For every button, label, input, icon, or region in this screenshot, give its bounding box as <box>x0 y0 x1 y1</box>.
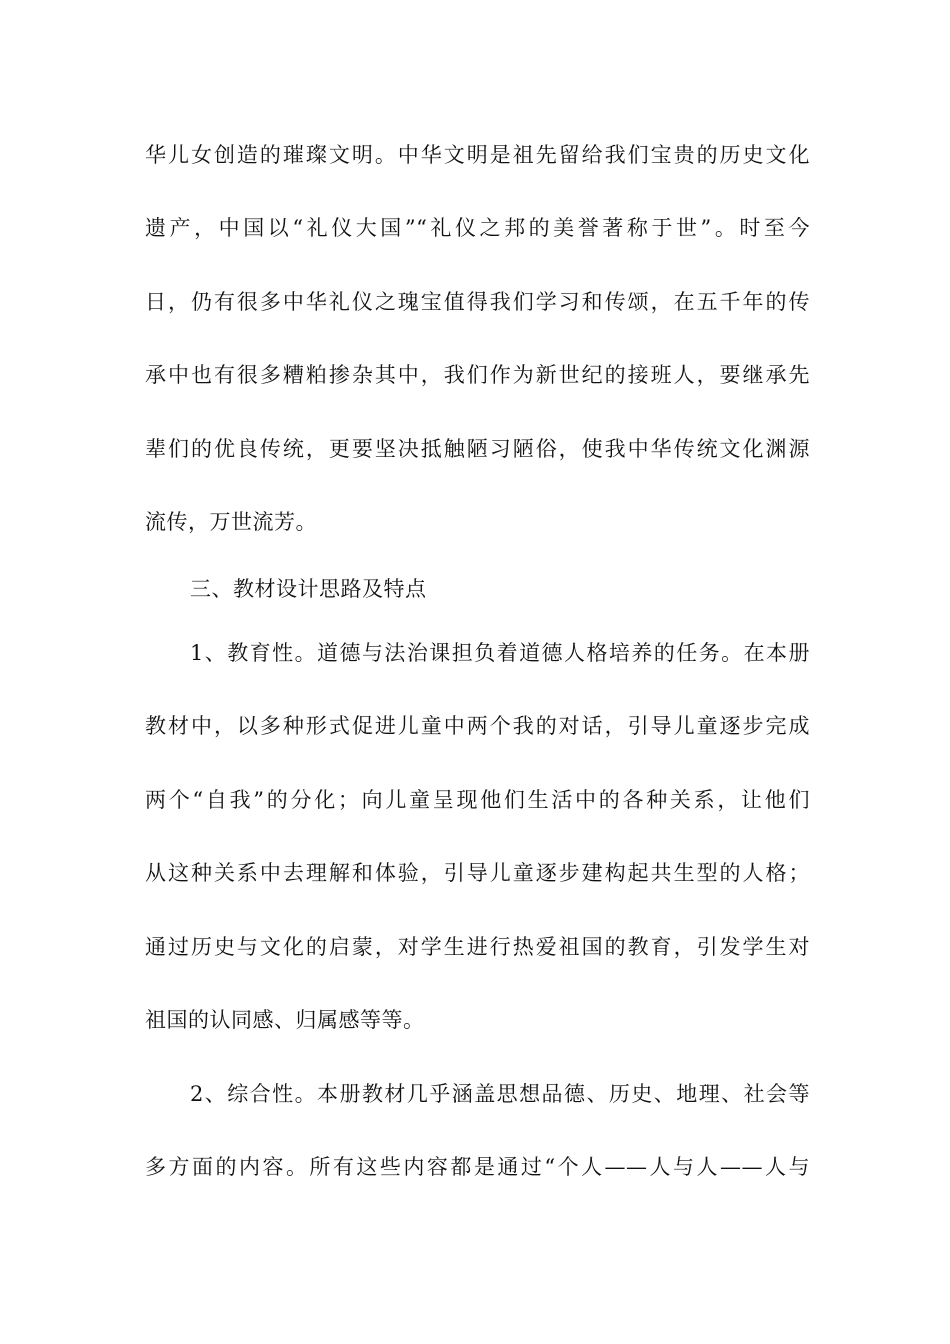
paragraph-line: 流传，万世流芳。 <box>145 510 317 534</box>
paragraph-line: 2、综合性。本册教材几乎涵盖思想品德、历史、地理、社会等 <box>190 1082 810 1106</box>
paragraph-line: 祖国的认同感、归属感等等。 <box>145 1008 425 1032</box>
paragraph-line: 日，仍有很多中华礼仪之瑰宝值得我们学习和传颂，在五千年的传 <box>145 290 810 314</box>
paragraph-line: 通过历史与文化的启蒙，对学生进行热爱祖国的教育，引发学生对 <box>145 935 810 959</box>
paragraph-line: 1、教育性。道德与法治课担负着道德人格培养的任务。在本册 <box>190 641 810 665</box>
paragraph-line: 遗产，中国以“礼仪大国”“礼仪之邦的美誉著称于世”。时至今 <box>145 216 810 240</box>
paragraph-line: 从这种关系中去理解和体验，引导儿童逐步建构起共生型的人格； <box>145 861 810 885</box>
paragraph-line: 辈们的优良传统，更要坚决抵触陋习陋俗，使我中华传统文化渊源 <box>145 437 810 461</box>
paragraph-line: 多方面的内容。所有这些内容都是通过“个人——人与人——人与 <box>145 1155 810 1179</box>
section-heading: 三、教材设计思路及特点 <box>190 577 427 601</box>
paragraph-line: 承中也有很多糟粕掺杂其中，我们作为新世纪的接班人，要继承先 <box>145 363 810 387</box>
paragraph-line: 两个“自我”的分化；向儿童呈现他们生活中的各种关系，让他们 <box>145 788 810 812</box>
paragraph-line: 华儿女创造的璀璨文明。中华文明是祖先留给我们宝贵的历史文化 <box>145 143 810 167</box>
paragraph-line: 教材中，以多种形式促进儿童中两个我的对话，引导儿童逐步完成 <box>145 714 810 738</box>
